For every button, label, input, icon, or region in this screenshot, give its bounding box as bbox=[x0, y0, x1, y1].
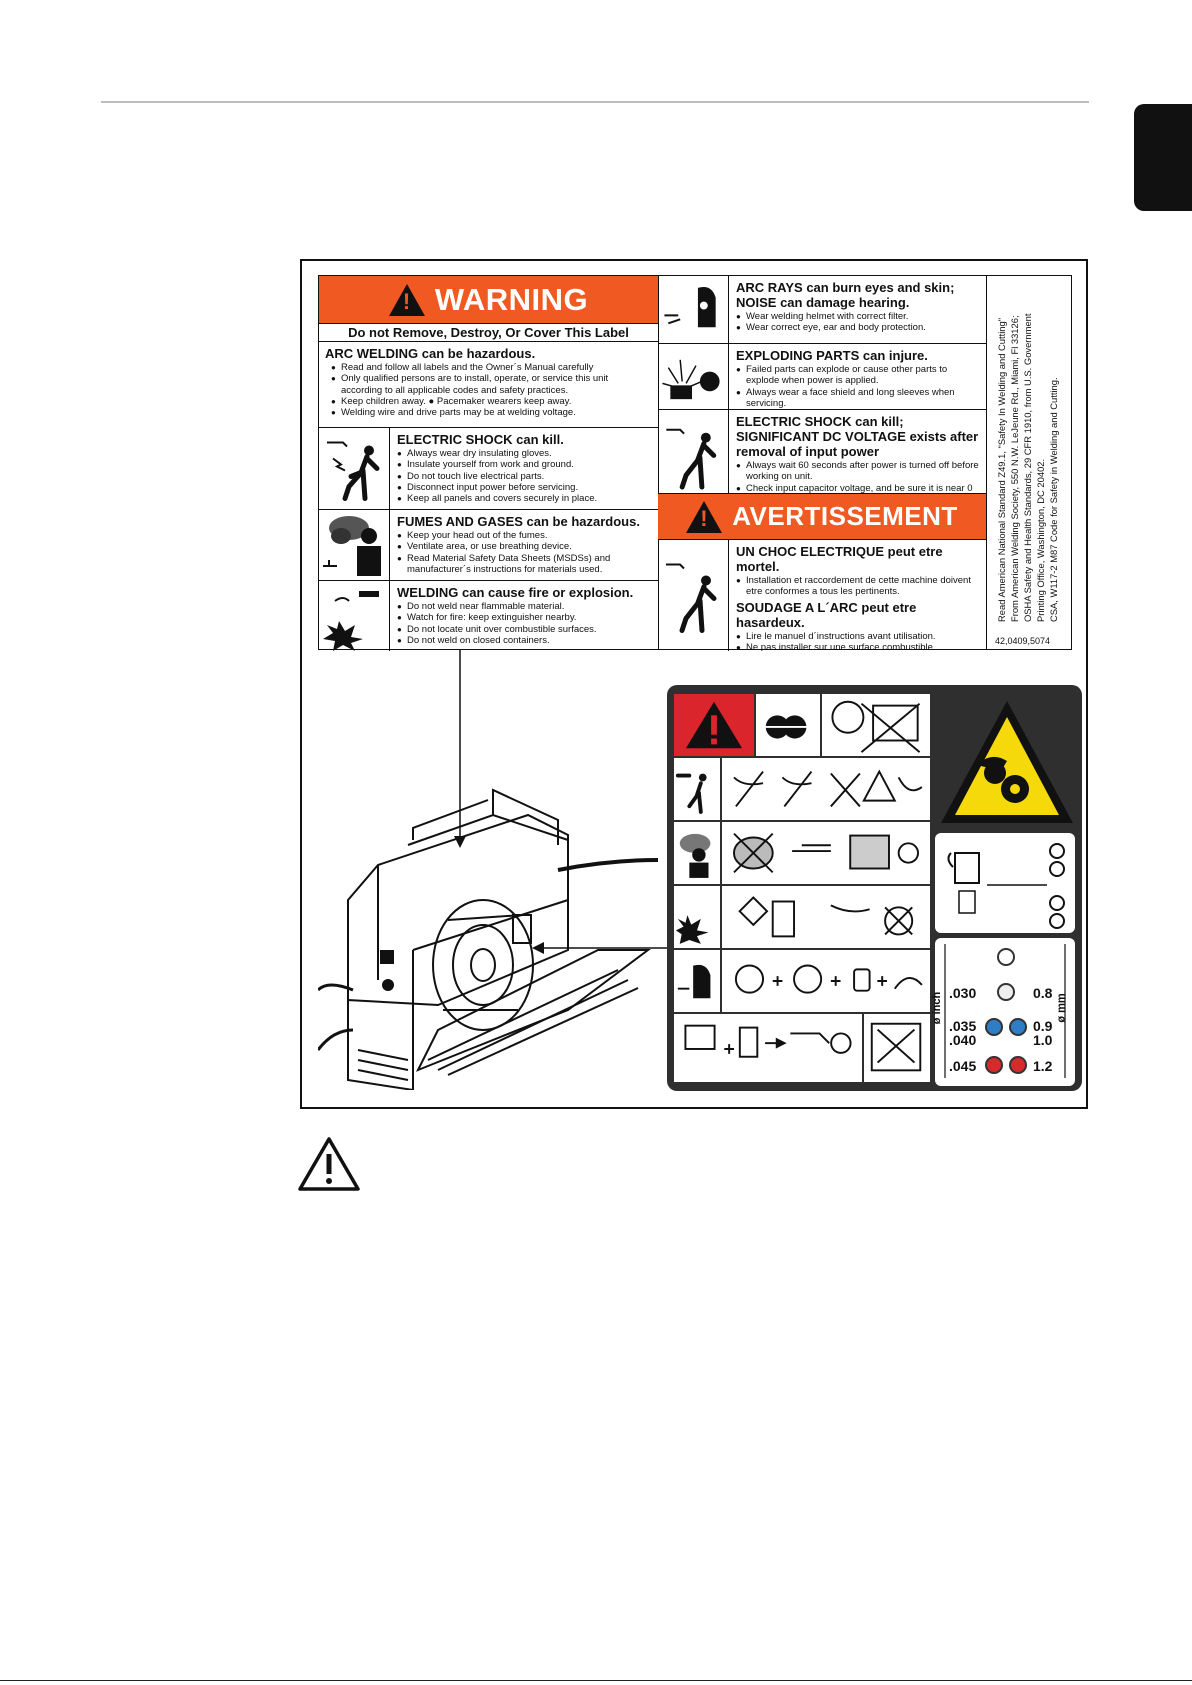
footer-rule bbox=[0, 1680, 1192, 1681]
reference-text bbox=[995, 282, 1063, 622]
part-number: 42,0409,5074 bbox=[995, 636, 1051, 646]
section-dc-voltage bbox=[658, 410, 986, 494]
wire-size-mm: 1.0 bbox=[1033, 1032, 1053, 1048]
fumes-safety-pictograms bbox=[721, 821, 931, 885]
chart-rules bbox=[935, 938, 1075, 1086]
electric-shock-icon bbox=[319, 428, 390, 509]
drive-roll-pinch-icon bbox=[755, 693, 821, 757]
bullet: ● Disconnect input power before servicing. bbox=[397, 482, 654, 493]
bullet: ● Always wait 60 seconds after power is turned off before working on unit. bbox=[736, 460, 982, 483]
warning-triangle-icon bbox=[686, 501, 722, 533]
electric-shock-icon bbox=[658, 410, 729, 493]
reference-line: OSHA Safety and Health Standards, 29 CFR 1910, from U.S. Government bbox=[1022, 313, 1033, 622]
wire-size-inch: .040 bbox=[949, 1032, 977, 1048]
reference-line: CSA, W117-2 M87 Code for Safety in Welding and Cutting. bbox=[1048, 377, 1059, 622]
wire-size-mm: 1.2 bbox=[1033, 1058, 1053, 1074]
bullet: ● Read Material Safety Data Sheets (MSDSs) and manufacturer´s instructions for materials used. bbox=[397, 553, 654, 576]
bullet: ● Ne pas installer sur une surface combustible. bbox=[736, 642, 982, 651]
fire-safety-pictograms bbox=[721, 885, 931, 949]
bullet: ● Keep children away. ● Pacemaker wearers keep away. bbox=[331, 396, 652, 407]
pictogram-grid bbox=[673, 693, 931, 1083]
section-title: WELDING can cause fire or explosion. bbox=[397, 585, 634, 600]
reel-no-touch-icon bbox=[821, 693, 931, 757]
welding-machine-illustration bbox=[318, 650, 668, 1090]
wire-size-inch: .035 bbox=[949, 1018, 977, 1034]
bullet: ● Do not locate unit over combustible surfaces. bbox=[397, 624, 654, 635]
warning-title: WARNING bbox=[434, 281, 589, 317]
wire-size-inch: .030 bbox=[949, 985, 977, 1001]
leader-arrow bbox=[530, 940, 670, 960]
bullet: ● Always wear a face shield and long sleeves when servicing. bbox=[736, 387, 982, 410]
section-title: FUMES AND GASES can be hazardous. bbox=[397, 514, 640, 529]
electric-shock-icon bbox=[673, 757, 721, 821]
section-title: EXPLODING PARTS can injure. bbox=[736, 348, 928, 363]
bullet: ● Do not weld on closed containers. bbox=[397, 635, 654, 646]
manual-pictograms bbox=[673, 1013, 863, 1083]
bullet: ● Read and follow all labels and the Owner´s Manual carefully bbox=[331, 362, 652, 373]
warning-triangle-icon bbox=[389, 284, 425, 316]
bullet: ● Check input capacitor voltage, and be sure it is near 0 bbox=[736, 483, 982, 494]
section-title: SOUDAGE A L´ARC peut etre hasardeux. bbox=[736, 599, 917, 630]
section-electric-shock bbox=[319, 428, 658, 510]
bullet: ● Keep your head out of the fumes. bbox=[397, 530, 654, 541]
section-fumes bbox=[319, 510, 658, 581]
exploding-parts-icon bbox=[658, 344, 729, 409]
bullet: ● Ventilate area, or use breathing device. bbox=[397, 541, 654, 552]
section-fire bbox=[319, 581, 658, 651]
section-title: ELECTRIC SHOCK can kill; SIGNIFICANT DC VOLTAGE exists after removal of input power bbox=[736, 414, 979, 459]
section-arc-rays bbox=[658, 276, 986, 344]
inch-axis-label: ø inch bbox=[931, 991, 944, 1025]
fire-explosion-icon bbox=[319, 581, 390, 651]
bullet: ● Wear correct eye, ear and body protection. bbox=[736, 322, 982, 333]
fumes-icon bbox=[673, 821, 721, 885]
pictogram-panel bbox=[667, 685, 1082, 1091]
bullet: ● Do not touch live electrical parts. bbox=[397, 471, 654, 482]
red-warning-cell bbox=[673, 693, 755, 757]
bullet: ● Watch for fire: keep extinguisher nearby. bbox=[397, 612, 654, 623]
section-title: UN CHOC ELECTRIQUE peut etre mortel. bbox=[736, 544, 943, 574]
header-rule bbox=[101, 101, 1089, 103]
pinch-hazard-icon bbox=[937, 695, 1077, 830]
bullet: ● Only qualified persons are to install, operate, or service this unit according to all applicable codes and safety practices. bbox=[331, 373, 652, 396]
shock-safety-pictograms bbox=[721, 757, 931, 821]
bullet: ● Installation et raccordement de cette machine doivent etre conformes a tous les pertinents. bbox=[736, 575, 982, 598]
reference-line: Printing Office, Washington, DC 20402. bbox=[1035, 458, 1046, 622]
no-grinding-icon bbox=[863, 1013, 931, 1083]
warning-banner bbox=[319, 276, 658, 324]
reference-line: From American Welding Society, 550 N.W. LeJeune Rd., Miami, Fl 33126; bbox=[1009, 315, 1020, 622]
section-arc-welding bbox=[319, 342, 658, 428]
bullet: ● Always wear dry insulating gloves. bbox=[397, 448, 654, 459]
safety-label bbox=[318, 275, 1072, 650]
section-exploding-parts bbox=[658, 344, 986, 410]
ppe-pictograms bbox=[721, 949, 931, 1013]
bullet: ● Lire le manuel d´instructions avant utilisation. bbox=[736, 631, 982, 642]
warning-subtitle: Do not Remove, Destroy, Or Cover This Label bbox=[319, 324, 658, 342]
wire-size-mm: 0.8 bbox=[1033, 985, 1053, 1001]
reference-line: Read American National Standard Z49.1, "Safety In Welding and Cutting" bbox=[996, 317, 1007, 622]
bullet: ● Failed parts can explode or cause other parts to explode when power is applied. bbox=[736, 364, 982, 387]
language-tab bbox=[1134, 104, 1192, 211]
section-title: ARC RAYS can burn eyes and skin; NOISE can damage hearing. bbox=[736, 280, 955, 310]
arc-rays-icon bbox=[673, 949, 721, 1013]
wire-size-mm: 0.9 bbox=[1033, 1018, 1053, 1034]
section-title: ARC WELDING can be hazardous. bbox=[325, 346, 536, 361]
electric-shock-icon bbox=[658, 540, 729, 651]
warning-triangle-icon bbox=[297, 1136, 361, 1192]
mm-axis-label: ø mm bbox=[1055, 993, 1068, 1023]
wire-roll-chart bbox=[931, 938, 1075, 1086]
bullet: ● Do not weld near flammable material. bbox=[397, 601, 654, 612]
section-title: ELECTRIC SHOCK can kill. bbox=[397, 432, 564, 447]
bullet: ● Keep all panels and covers securely in place. bbox=[397, 493, 654, 504]
drive-motor-box bbox=[935, 833, 1075, 933]
avertissement-title: AVERTISSEMENT bbox=[732, 501, 958, 531]
reference-column bbox=[986, 276, 1073, 649]
arc-rays-icon bbox=[658, 276, 729, 343]
wire-size-inch: .045 bbox=[949, 1058, 977, 1074]
fumes-icon bbox=[319, 510, 390, 580]
section-french bbox=[658, 540, 986, 651]
bullet: ● Wear welding helmet with correct filter. bbox=[736, 311, 982, 322]
bullet: ● Insulate yourself from work and ground. bbox=[397, 459, 654, 470]
bullet: ● Welding wire and drive parts may be at welding voltage. bbox=[331, 407, 652, 418]
fire-explosion-icon bbox=[673, 885, 721, 949]
avertissement-banner bbox=[658, 494, 986, 540]
